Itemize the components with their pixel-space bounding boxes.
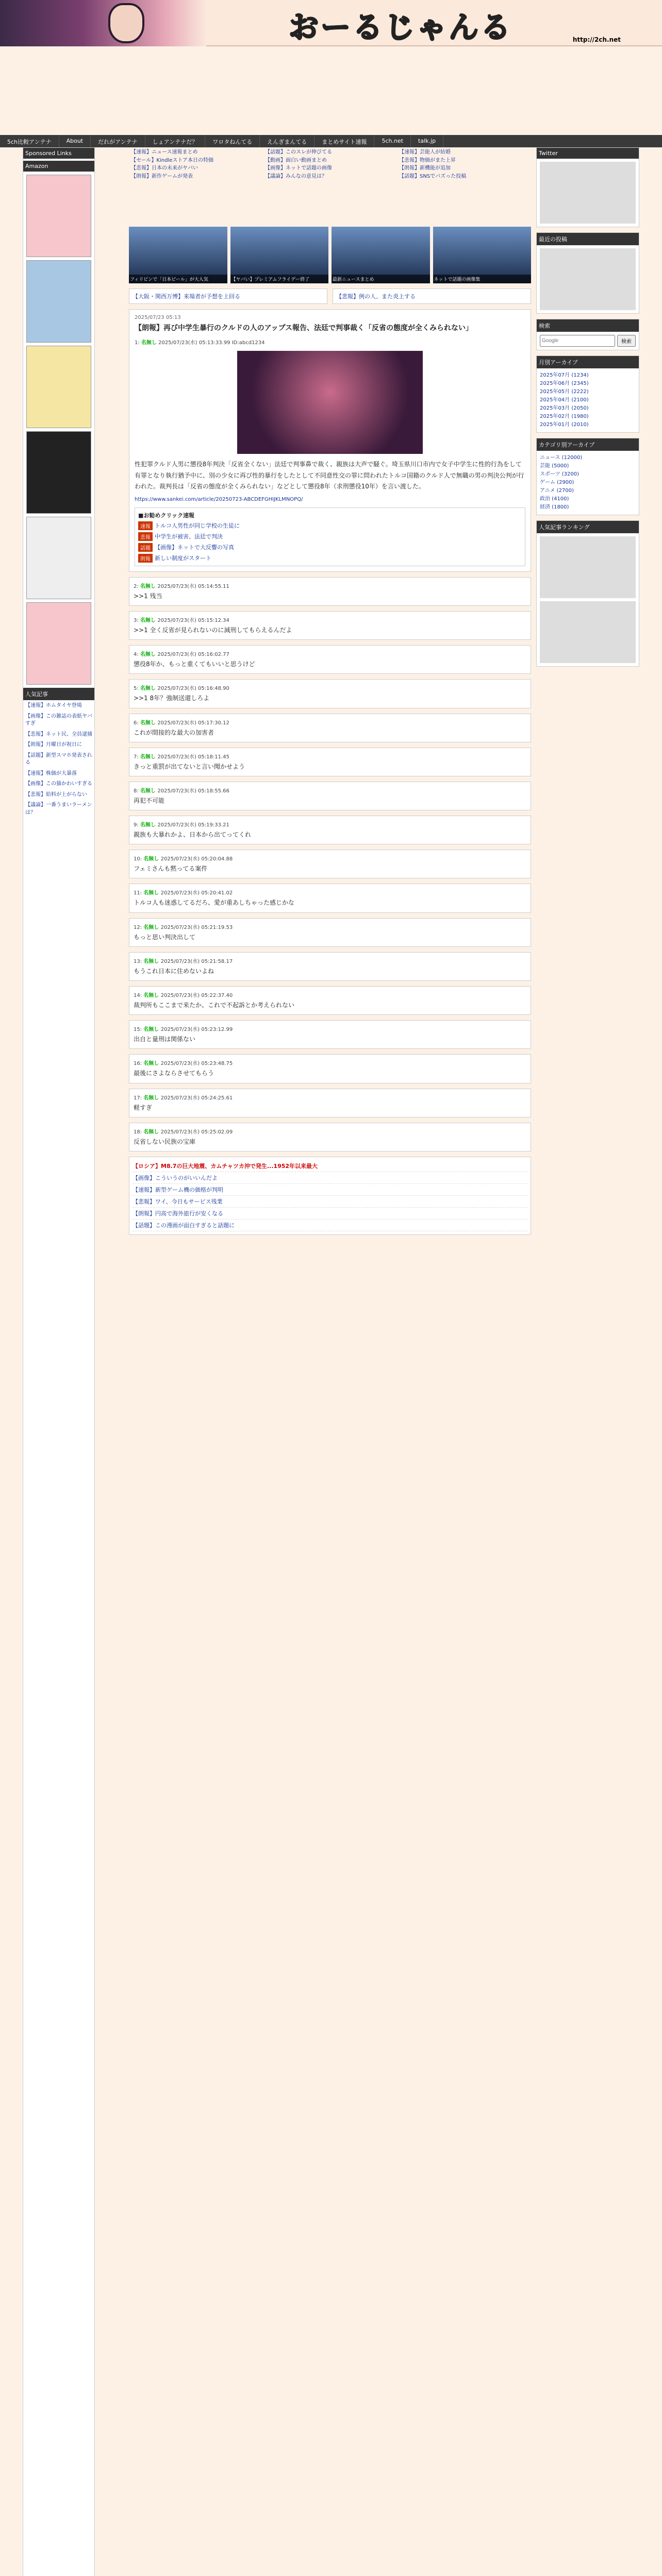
res-number: 13: <box>134 958 144 964</box>
res-number: 11: <box>134 890 144 896</box>
ad-link[interactable]: 【速報】新型ゲーム機の価格が判明 <box>133 1184 527 1196</box>
archive-link[interactable]: 2025年03月 (2050) <box>540 405 589 411</box>
response <box>129 986 531 1015</box>
response <box>129 850 531 878</box>
ranking-title: 人気記事ランキング <box>537 521 639 533</box>
response <box>129 816 531 844</box>
recent-box <box>536 232 639 314</box>
topic-link[interactable]: 【速報】ニュース速報まとめ <box>131 149 198 155</box>
archive-link[interactable]: 2025年05月 (2222) <box>540 389 589 395</box>
topic-link[interactable]: 【議論】みんなの意見は？ <box>265 173 327 179</box>
book-cover[interactable] <box>26 602 91 685</box>
ad-link[interactable]: 【話題】この漫画が面白すぎると話題に <box>133 1219 527 1231</box>
article-body: 性犯罪クルド人男に懲役8年判決「反省全くない」法廷で判事鼻で裁く、親族は大声で騒ぐ。埼玉県川口市内で女子中学生に性的行為をして有罪となり執行猶予中に、別の少女に再び性的暴行をしたとして不同意性交の罪に問われたトルコ国籍のクルド人で無職の男の判決公判が行われた。裁判長は「反省の態度が全くみられない」などとして懲役8年（求刑懲役10年）を言い渡した。 <box>135 461 524 490</box>
res-number: 17: <box>134 1095 144 1101</box>
tag-badge: 速報 <box>138 521 153 530</box>
category-link[interactable]: 経済 (1800) <box>540 504 569 510</box>
res-meta <box>134 684 526 691</box>
recommend-link[interactable]: 新しい制度がスタート <box>155 555 211 562</box>
topic-column <box>263 147 397 225</box>
nav-item[interactable]: しょアンテナだ？ <box>145 135 206 147</box>
site-logo[interactable]: おーるじゃんる <box>289 10 513 45</box>
nav-item[interactable]: talk.jp <box>411 135 443 147</box>
book-cover[interactable] <box>26 431 91 514</box>
archive-link[interactable]: 2025年04月 (2100) <box>540 397 589 403</box>
archive-box <box>536 355 639 433</box>
res-body: 軽すぎ <box>134 1104 153 1111</box>
response <box>129 782 531 810</box>
antenna-item[interactable]: 【朗報】月曜日が祝日に <box>25 742 82 748</box>
res-meta <box>134 923 526 930</box>
nav-item[interactable]: 5ch比較アンテナ <box>0 135 59 147</box>
response <box>129 611 531 640</box>
res-time: 2025/07/23(水) 05:18:11.45 <box>157 754 229 760</box>
ad-link[interactable]: 【朗報】円高で海外旅行が安くなる <box>133 1208 527 1219</box>
res-time: 2025/07/23(水) 05:23:48.75 <box>160 1061 233 1067</box>
res-meta <box>134 650 526 657</box>
right-sidebar <box>536 147 639 2576</box>
res-name: 名無し <box>143 993 161 999</box>
res-meta <box>134 991 526 998</box>
thumbnail-row <box>129 227 531 283</box>
book-cover[interactable] <box>26 175 91 257</box>
archive-link[interactable]: 2025年02月 (1980) <box>540 414 589 419</box>
res-meta <box>134 718 526 726</box>
res-meta <box>134 616 526 623</box>
res-time: 2025/07/23(水) 05:20:41.02 <box>160 890 233 896</box>
category-link[interactable]: 芸能 (5000) <box>540 463 569 469</box>
response <box>129 918 531 947</box>
category-box <box>536 438 639 515</box>
archive-link[interactable]: 2025年06月 (2345) <box>540 381 589 386</box>
book-cover[interactable] <box>26 260 91 343</box>
res-meta <box>134 957 526 964</box>
res-time: 2025/07/23(水) 05:25:02.09 <box>160 1129 233 1135</box>
res-meta <box>134 582 526 589</box>
nav-item[interactable]: 5ch.net <box>374 135 411 147</box>
res-time: 2025/07/23(水) 05:16:48.90 <box>157 686 229 692</box>
ad-link[interactable]: 【ロシア】M8.7の巨大地震、カムチャツカ沖で発生...1952年以来最大 <box>133 1160 527 1172</box>
nav-item[interactable]: ワロタねんてる <box>205 135 260 147</box>
res-meta <box>134 820 526 828</box>
left-sponsored-title: Sponsored Links <box>23 148 94 159</box>
res-meta <box>135 338 525 346</box>
left-antenna-title: 人気記事 <box>23 688 94 700</box>
res-body: >>1 残当 <box>134 592 162 600</box>
nav-item[interactable]: だれがアンテナ <box>91 135 145 147</box>
res-meta <box>134 1059 526 1066</box>
nav-item[interactable]: まとめサイト速報 <box>315 135 374 147</box>
res-name: 名無し <box>143 856 161 862</box>
category-title: カテゴリ別アーカイブ <box>537 438 639 451</box>
res-number: 1: <box>135 340 140 346</box>
ranking-image[interactable] <box>540 536 636 598</box>
res-name: 名無し <box>140 754 158 760</box>
res-meta <box>134 854 526 862</box>
main-content <box>129 147 531 2576</box>
source-link[interactable]: https://www.sankei.com/article/20250723-ABCDEFGHIJKLMNOPQ/ <box>135 496 303 502</box>
response <box>129 748 531 776</box>
topic-column <box>397 147 531 225</box>
res-body: 裁判所もここまで来たか、これで不起訴とか考えられない <box>134 1002 295 1009</box>
article-photo <box>237 351 423 454</box>
thumbnail[interactable] <box>332 227 430 283</box>
res-name: 名無し <box>140 652 158 658</box>
archive-link[interactable]: 2025年01月 (2010) <box>540 422 589 428</box>
category-link[interactable]: スポーツ (3200) <box>540 471 580 477</box>
res-body: 懲役8年か、もっと重くてもいいと思うけど <box>134 660 255 668</box>
res-number: 14: <box>134 993 144 999</box>
thumbnail-caption: フィリピンで「日本ピール」が大人気 <box>129 275 227 283</box>
search-title: 検索 <box>537 319 639 332</box>
topic-link[interactable]: 【セール】Kindleストア本日の特価 <box>131 157 214 163</box>
res-number: 10: <box>134 856 144 862</box>
recommend-row[interactable] <box>138 543 522 552</box>
res-name: 名無し <box>140 822 158 828</box>
header-face-image <box>108 3 144 43</box>
res-body: フェミさんも黙ってる案件 <box>134 865 208 873</box>
category-link[interactable]: ゲーム (2900) <box>540 480 574 485</box>
book-cover[interactable] <box>26 517 91 599</box>
res-name: 名無し <box>143 924 161 930</box>
response <box>129 884 531 912</box>
res-time: 2025/07/23(水) 05:21:19.53 <box>160 924 233 930</box>
res-number: 9: <box>134 822 140 828</box>
res-name: 名無し <box>143 1027 161 1033</box>
res-number: 8: <box>134 788 140 794</box>
res-name: 名無し <box>143 890 161 896</box>
res-time: 2025/07/23(水) 05:23:12.99 <box>160 1027 233 1033</box>
topic-link[interactable]: 【悲報】物価がまた上昇 <box>399 157 456 163</box>
left-sidebar <box>23 147 95 2576</box>
response <box>129 1054 531 1083</box>
res-body: トルコ人も迷惑してるだろ、愛が重あしちゃった感じかな <box>134 899 295 907</box>
topic-link[interactable]: 【速報】芸能人が結婚 <box>399 149 451 155</box>
archive-link[interactable]: 2025年07月 (1234) <box>540 372 589 378</box>
response <box>129 714 531 742</box>
res-name: 名無し <box>141 340 157 346</box>
res-number: 3: <box>134 617 140 623</box>
res-time: 2025/07/23(水) 05:20:04.88 <box>160 856 233 862</box>
antenna-item[interactable]: 【議論】一番うまいラーメンは？ <box>25 802 92 816</box>
tag-badge: 朗報 <box>138 554 153 563</box>
article-title: 【朗報】再び中学生暴行のクルドの人のアップス報告、法廷で判事裁く「反省の態度が全くみられない」 <box>135 324 473 332</box>
response <box>129 952 531 981</box>
res-name: 名無し <box>143 1061 161 1067</box>
ad-link[interactable]: 【画像】こういうのがいいんだよ <box>133 1172 527 1184</box>
recommend-link[interactable]: 中学生が被害、法廷で判決 <box>155 533 223 540</box>
topic-link[interactable]: 【悲報】日本の未来がヤバい <box>131 165 198 171</box>
res-body: 反省しない民族の宝庫 <box>134 1138 196 1145</box>
res-time: 2025/07/23(水) 05:24:25.61 <box>160 1095 233 1101</box>
left-amazon-title: Amazon <box>23 161 94 172</box>
res-body: >>1 全く反省が見られないのに減刑してもらえるんだよ <box>134 626 292 634</box>
res-number: 2: <box>134 583 140 589</box>
twitter-box <box>536 147 639 227</box>
res-number: 5: <box>134 686 140 692</box>
prev-next-nav <box>129 289 531 304</box>
prev-article-link[interactable]: 【大阪・関西万博】来場者が予想を上回る <box>129 289 327 304</box>
res-body: きっと重罰が出てないと言い聞かせよう <box>134 762 245 770</box>
topic-link[interactable]: 【朗報】新作ゲームが発表 <box>131 173 193 179</box>
article <box>129 309 531 572</box>
response <box>129 679 531 708</box>
antenna-item[interactable]: 【速報】ホムタイヤ登場 <box>25 703 82 708</box>
res-time: 2025/07/23(水) 05:13:33.99 ID:abcd1234 <box>158 340 265 346</box>
thumbnail[interactable] <box>129 227 227 283</box>
topic-link[interactable]: 【話題】このスレが伸びてる <box>265 149 332 155</box>
tag-badge: 悲報 <box>138 532 153 541</box>
res-name: 名無し <box>143 958 161 964</box>
res-number: 6: <box>134 720 140 726</box>
top-nav <box>0 135 662 147</box>
response <box>129 645 531 674</box>
res-time: 2025/07/23(水) 05:14:55.11 <box>157 583 229 589</box>
ranking-box <box>536 520 639 667</box>
category-link[interactable]: アニメ (2700) <box>540 488 574 494</box>
topic-link[interactable]: 【話題】SNSでバズった投稿 <box>399 173 467 179</box>
response <box>129 1089 531 1117</box>
res-body: 最後にさよならさせてもらう <box>134 1070 214 1077</box>
recommend-link[interactable]: トルコ人男性が同じ学校の生徒に <box>155 522 240 530</box>
res-time: 2025/07/23(水) 05:15:12.34 <box>157 617 229 623</box>
thumbnail-caption: ネットで話題の画像集 <box>433 275 532 283</box>
archive-title: 月別アーカイブ <box>537 356 639 368</box>
next-article-link[interactable]: 【悲報】例の人、また炎上する <box>333 289 531 304</box>
res-number: 7: <box>134 754 140 760</box>
res-time: 2025/07/23(水) 05:17:30.12 <box>157 720 229 726</box>
search-box <box>536 319 639 350</box>
res-meta <box>134 1127 526 1135</box>
recent-title: 最近の投稿 <box>537 233 639 245</box>
res-meta <box>134 786 526 794</box>
thumbnail-caption: 【ヤバい】プレミアムフライデー終了 <box>230 275 329 283</box>
antenna-item[interactable]: 【画像】この雑誌の表紙ヤバすぎ <box>25 713 92 726</box>
recommend-row[interactable] <box>138 521 522 530</box>
topic-column <box>129 147 263 225</box>
res-time: 2025/07/23(水) 05:16:02.77 <box>157 652 229 658</box>
res-name: 名無し <box>140 583 158 589</box>
recommend-link[interactable]: 【画像】ネットで大反響の写真 <box>155 544 234 551</box>
header-photo <box>0 0 206 46</box>
ad-link[interactable]: 【悲報】ワイ、今日もサービス残業 <box>133 1196 527 1208</box>
res-name: 名無し <box>140 617 158 623</box>
res-number: 12: <box>134 924 144 930</box>
nav-item[interactable]: えんぎまんてる <box>260 135 315 147</box>
res-meta <box>134 752 526 760</box>
res-number: 4: <box>134 652 140 658</box>
res-body: 親族も大暴れかよ、日本から出てってくれ <box>134 831 252 839</box>
res-name: 名無し <box>143 1095 161 1101</box>
res-time: 2025/07/23(水) 05:18:55.66 <box>157 788 229 794</box>
twitter-image[interactable] <box>540 162 636 224</box>
res-body: これが間接的な最大の加害者 <box>134 728 214 736</box>
topic-link[interactable]: 【朗報】新機能が追加 <box>399 165 451 171</box>
category-link[interactable]: 政治 (4100) <box>540 496 569 502</box>
antenna-item[interactable]: 【悲報】ネット民、全員逮捕 <box>25 731 92 737</box>
res-name: 名無し <box>140 788 158 794</box>
topic-strip <box>129 147 531 225</box>
search-input[interactable] <box>540 335 615 347</box>
twitter-title: Twitter <box>537 148 639 159</box>
res-name: 名無し <box>140 686 158 692</box>
thumbnail[interactable] <box>433 227 532 283</box>
thumbnail[interactable] <box>230 227 329 283</box>
tag-badge: 話題 <box>138 543 153 552</box>
antenna-item[interactable]: 【速報】株価が大暴落 <box>25 770 77 776</box>
site-url[interactable]: http://2ch.net <box>572 36 621 43</box>
article-date: 2025/07/23 05:13 <box>135 315 181 320</box>
res-time: 2025/07/23(水) 05:21:58.17 <box>160 958 233 964</box>
res-time: 2025/07/23(水) 05:19:33.21 <box>157 822 229 828</box>
antenna-list <box>23 700 94 822</box>
nav-item[interactable]: About <box>59 135 91 147</box>
response <box>129 1123 531 1151</box>
ad-links <box>129 1157 531 1235</box>
recommend-row[interactable] <box>138 532 522 541</box>
recommend-title: ■お勧めクリック速報 <box>138 512 194 519</box>
recent-image[interactable] <box>540 248 636 310</box>
category-link[interactable]: ニュース (12000) <box>540 455 583 461</box>
site-header <box>0 0 662 46</box>
res-time: 2025/07/23(水) 05:22:37.40 <box>160 993 233 999</box>
res-meta <box>134 888 526 896</box>
res-meta <box>134 1093 526 1101</box>
antenna-item[interactable]: 【画像】この猫かわいすぎる <box>25 781 92 787</box>
res-body: 再犯不可能 <box>134 796 165 804</box>
search-button[interactable]: 検索 <box>617 335 636 347</box>
res-number: 15: <box>134 1027 144 1033</box>
res-body: もうこれ日本に住めないよね <box>134 967 214 975</box>
res-body: もっと思い判決出して <box>134 933 196 941</box>
topic-link[interactable]: 【画像】ネットで話題の画像 <box>265 165 332 171</box>
topic-link[interactable]: 【動画】面白い動画まとめ <box>265 157 327 163</box>
res-meta <box>134 1025 526 1032</box>
ranking-image[interactable] <box>540 601 636 663</box>
thumbnail-caption: 最新ニュースまとめ <box>332 275 430 283</box>
recommend-box <box>135 507 525 566</box>
book-cover[interactable] <box>26 346 91 428</box>
antenna-item[interactable]: 【悲報】給料が上がらない <box>25 791 87 798</box>
res-number: 16: <box>134 1061 144 1067</box>
res-name: 名無し <box>140 720 158 726</box>
res-number: 18: <box>134 1129 144 1135</box>
res-name: 名無し <box>143 1129 161 1135</box>
antenna-item[interactable]: 【話題】新型スマホ発表される <box>25 752 92 766</box>
res-body: 出自と量刑は関係ない <box>134 1036 196 1043</box>
response <box>129 1020 531 1049</box>
response <box>129 577 531 606</box>
res-body: >>1 8年？強制送還しろよ <box>134 694 210 702</box>
recommend-row[interactable] <box>138 554 522 563</box>
